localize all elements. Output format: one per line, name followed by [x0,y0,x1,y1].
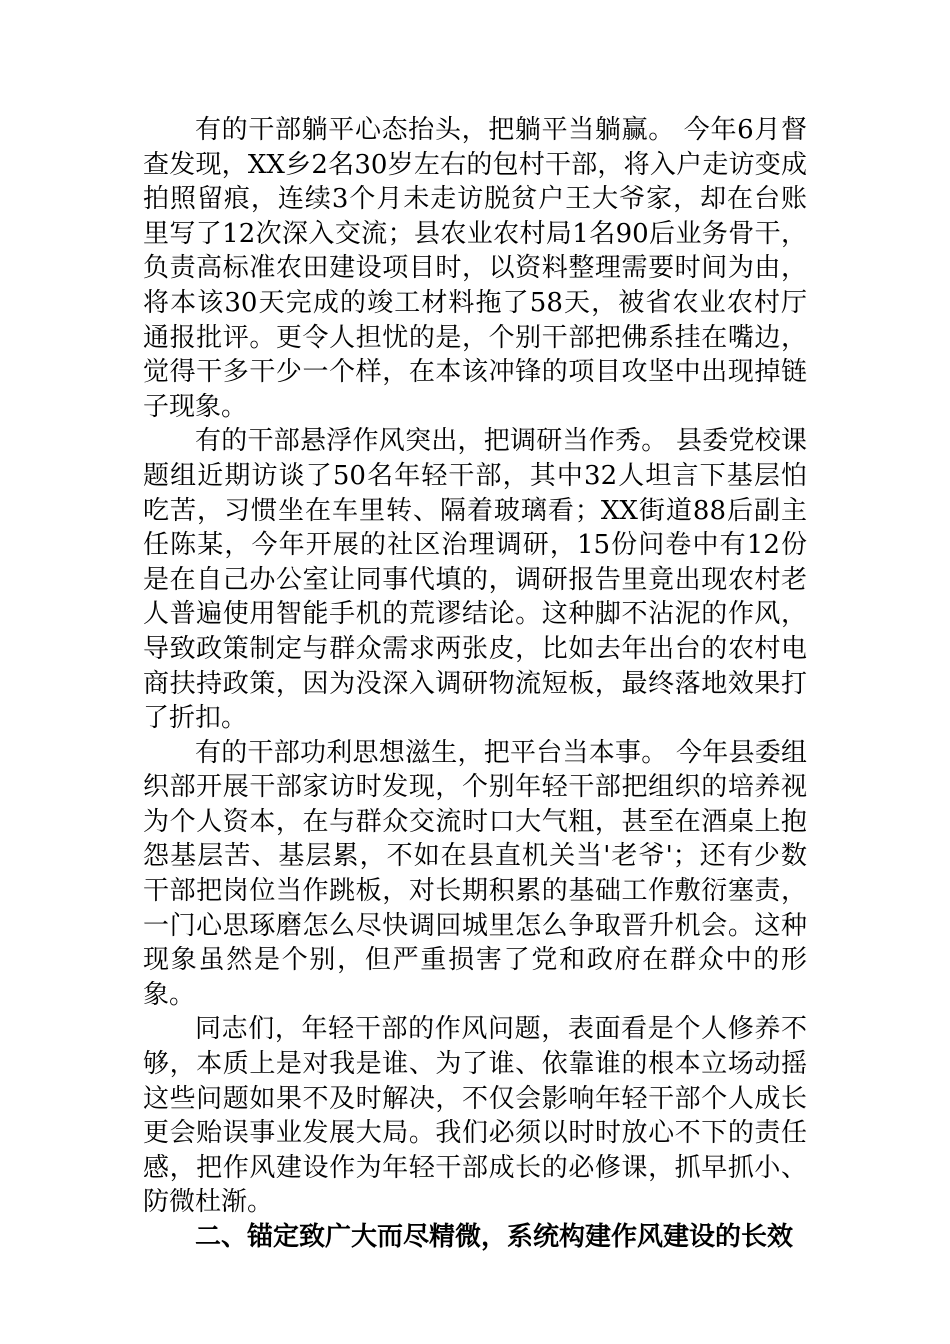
section-heading-two: 二、锚定致广大而尽精微，系统构建作风建设的长效 [195,1222,794,1252]
paragraph-lying-flat: 有的干部躺平心态抬头，把躺平当躺赢。 今年6月督查发现，XX乡2名30岁左右的包村干部，将入户走访变成拍照留痕，连续3个月未走访脱贫户王大爷家，却在台账里写了12次深入交流；县农业农村局1名90后业务骨干，负责高标准农田建设项目时，以资料整理需要时间为由，将本该30天完成的竣工材料拖了58天，被省农业农村厅通报批评。更令人担忧的是，个别干部把佛系挂在嘴边，觉得干多干少一个样，在本该冲锋的项目攻坚中出现掉链子现象。 [143,115,807,422]
paragraph-summary: 同志们，年轻干部的作风问题，表面看是个人修养不够，本质上是对我是谁、为了谁、依靠谁的根本立场动摇这些问题如果不及时解决，不仅会影响年轻干部个人成长更会贻误事业发展大局。我们必须以时时放心不下的责任感，把作风建设作为年轻干部成长的必修课，抓早抓小、防微杜渐。 [143,1014,807,1218]
document-page [143,113,807,1255]
paragraph-utilitarian-thinking: 有的干部功利思想滋生，把平台当本事。 今年县委组织部开展干部家访时发现，个别年轻干部把组织的培养视为个人资本，在与群众交流时口大气粗，甚至在酒桌上抱怨基层苦、基层累，不如在县直机关当'老爷'；还有少数干部把岗位当作跳板，对长期积累的基础工作敷衍塞责，一门心思琢磨怎么尽快调回城里怎么争取晋升机会。这种现象虽然是个别，但严重损害了党和政府在群众中的形象。 [143,737,807,1010]
paragraph-superficial-style: 有的干部悬浮作风突出，把调研当作秀。 县委党校课题组近期访谈了50名年轻干部，其中32人坦言下基层怕吃苦，习惯坐在车里转、隔着玻璃看；XX街道88后副主任陈某，今年开展的社区治理调研，15份问卷中有12份是在自己办公室让同事代填的，调研报告里竟出现农村老人普遍使用智能手机的荒谬结论。这种脚不沾泥的作风，导致政策制定与群众需求两张皮，比如去年出台的农村电商扶持政策，因为没深入调研物流短板，最终落地效果打了折扣。 [143,426,807,734]
